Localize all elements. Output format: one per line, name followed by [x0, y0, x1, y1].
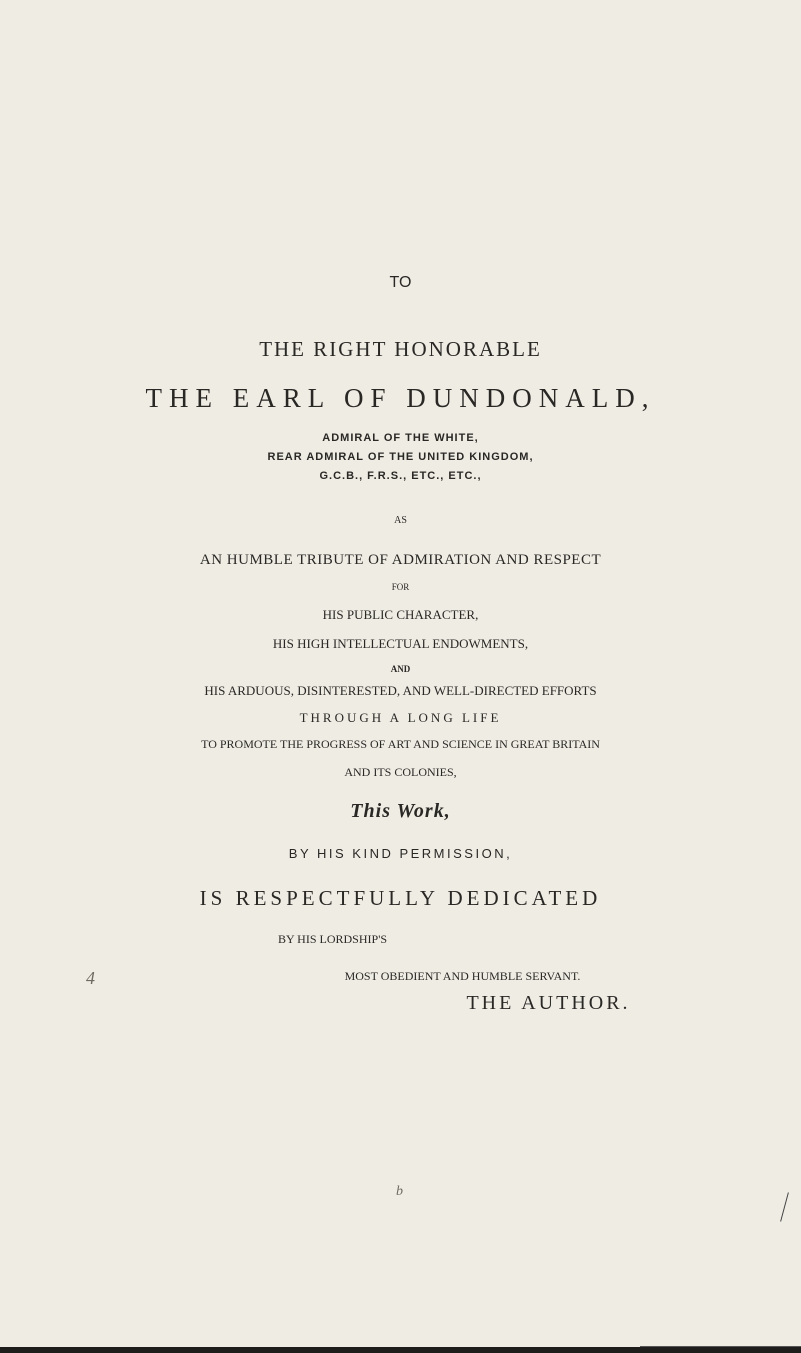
long-life-line: THROUGH A LONG LIFE: [299, 710, 502, 725]
title-rear-admiral: REAR ADMIRAL OF THE UNITED KINGDOM,: [267, 451, 534, 463]
author-signature: THE AUTHOR.: [466, 992, 631, 1014]
to-line: TO: [389, 274, 412, 291]
margin-stroke: [780, 1192, 789, 1221]
page-bottom-band: [0, 1347, 801, 1353]
public-character-line: HIS PUBLIC CHARACTER,: [322, 607, 479, 622]
earl-name-heading: THE EARL OF DUNDONALD,: [145, 383, 656, 413]
title-honours: G.C.B., F.R.S., ETC., ETC.,: [319, 470, 482, 482]
and-line: AND: [390, 664, 411, 674]
this-work-blackletter: This Work,: [350, 800, 451, 822]
tribute-line: AN HUMBLE TRIBUTE OF ADMIRATION AND RESPECT: [199, 552, 602, 568]
efforts-line: HIS ARDUOUS, DISINTERESTED, AND WELL-DIRECTED EFFORTS: [204, 683, 597, 698]
respectfully-dedicated-line: IS RESPECTFULLY DEDICATED: [199, 886, 602, 910]
as-line: AS: [394, 515, 407, 526]
endowments-line: HIS HIGH INTELLECTUAL ENDOWMENTS,: [272, 636, 529, 651]
signature-mark: b: [396, 1184, 403, 1199]
colonies-line: AND ITS COLONIES,: [344, 765, 457, 779]
permission-line: BY HIS KIND PERMISSION,: [288, 846, 513, 861]
for-line: FOR: [391, 582, 410, 592]
margin-number: 4: [86, 968, 95, 988]
right-honorable-line: THE RIGHT HONORABLE: [259, 337, 542, 361]
by-lordship-line: BY HIS LORDSHIP'S: [277, 932, 388, 946]
title-admiral-white: ADMIRAL OF THE WHITE,: [322, 432, 479, 444]
promote-line: TO PROMOTE THE PROGRESS OF ART AND SCIENCE IN GREAT BRITAIN: [201, 737, 600, 751]
servant-line: MOST OBEDIENT AND HUMBLE SERVANT.: [344, 969, 581, 983]
